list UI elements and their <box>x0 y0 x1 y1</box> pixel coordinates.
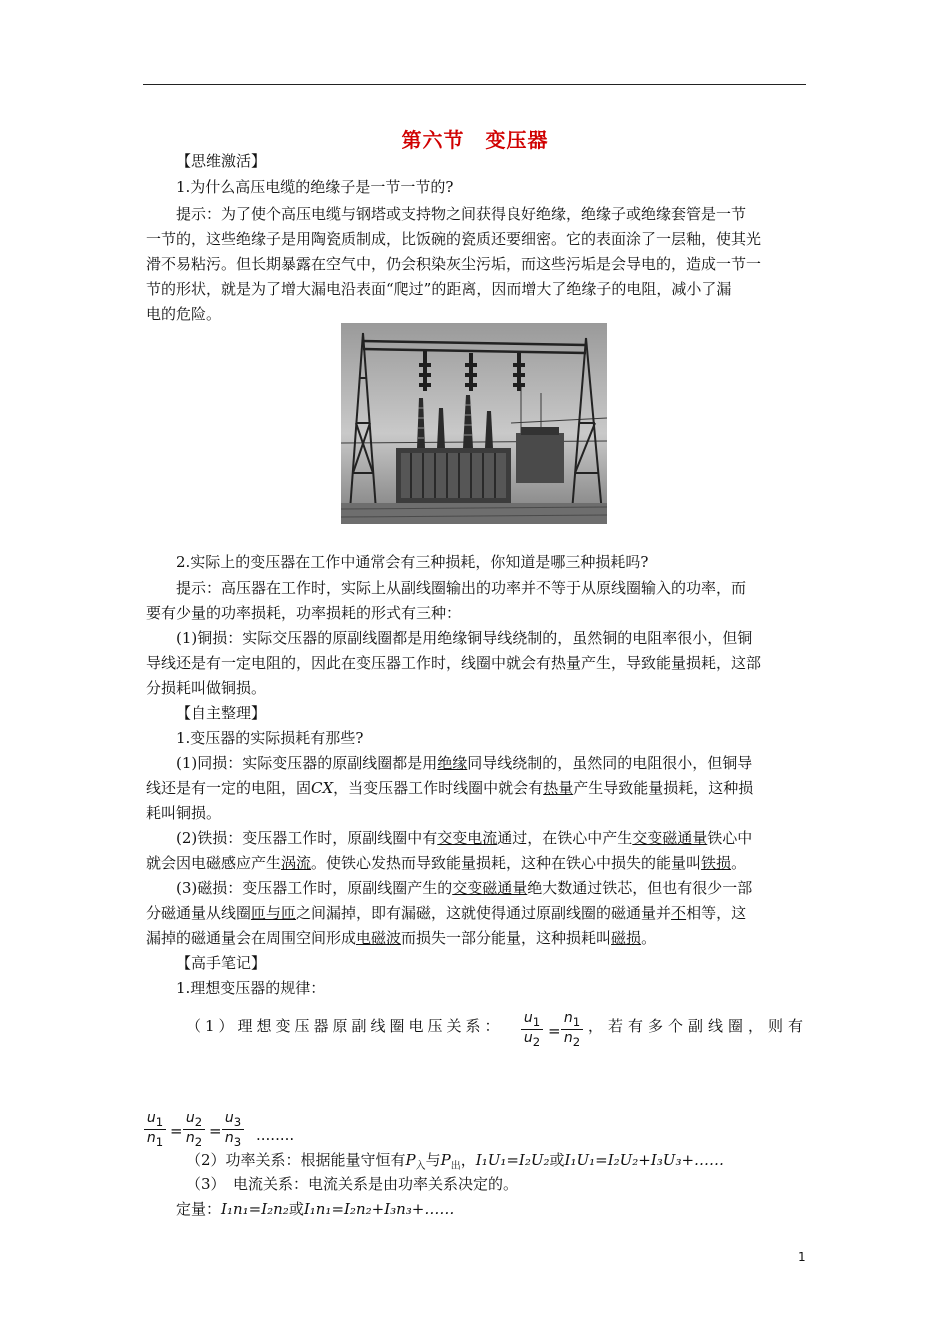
blank-answer: 磁损 <box>611 929 642 947</box>
header-rule <box>143 84 806 85</box>
self-study-question-1: 1.变压器的实际损耗有那些? <box>176 729 364 747</box>
copper-loss-line-3: 分损耗叫做铜损。 <box>146 679 267 697</box>
blank-answer: 交变磁通量 <box>452 879 528 897</box>
copper-loss-fill-line-3: 耗叫铜损。 <box>146 804 222 822</box>
iron-loss-line-1: (2)铁损：变压器工作时，原副线圈中有交变电流通过，在铁心中产生交变磁通量铁心中 <box>176 829 753 847</box>
section-heading-activation: 【思维激活】 <box>176 152 267 170</box>
fraction-u1-u2: $\frac{u_1}{u_2}$ <box>521 1010 543 1049</box>
equals-sign: = <box>209 1122 222 1140</box>
ellipsis: ........ <box>256 1126 295 1144</box>
hint-1-line-1: 提示：为了使个高压电缆与钢塔或支持物之间获得良好绝缘，绝缘子或绝缘套管是一节 <box>176 205 747 223</box>
hint-2-line-1: 提示：高压器在工作时，实际上从副线圈输出的功率并不等于从原线圈输入的功率，而 <box>176 579 747 597</box>
hint-1-line-2: 一节的，这些绝缘子是用陶瓷质制成，比饭碗的瓷质还要细密。它的表面涂了一层釉，使其光 <box>146 230 762 248</box>
fraction-u2-n2: $\frac{u_2}{n_2}$ <box>183 1110 205 1149</box>
fraction-u1-n1: $\frac{u_1}{n_1}$ <box>144 1110 166 1149</box>
blank-answer: 交变磁通量 <box>632 829 708 847</box>
power-relation: （2）功率关系：根据能量守恒有$P_入$与$P_出$，I₁U₁=I₂U₂或I₁U₁=I₂U₂+I₃U₃+…… <box>186 1151 725 1172</box>
page-title: 第六节 变压器 <box>401 128 549 152</box>
transformer-photo <box>341 323 607 524</box>
copper-loss-fill-line-1: (1)同损：实际变压器的原副线圈都是用绝缘同导线绕制的，虽然同的电阻很小，但铜导 <box>176 754 753 772</box>
equals-sign: = <box>170 1122 183 1140</box>
iron-loss-line-2: 就会因电磁感应产生涡流。使铁心发热而导致能量损耗，这种在铁心中损失的能量叫铁损。 <box>146 854 747 872</box>
voltage-relation-text: （1）理想变压器原副线圈电压关系： <box>186 1017 504 1035</box>
copper-loss-fill-line-2: 线还是有一定的电阻，固CX，当变压器工作时线圈中就会有热量产生导致能量损耗，这种损 <box>146 779 754 797</box>
magnetic-loss-line-1: (3)磁损：变压器工作时，原副线圈产生的交变磁通量绝大数通过铁芯，但也有很少一部 <box>176 879 753 897</box>
quantitative-relation: 定量：I₁n₁=I₂n₂或I₁n₁=I₂n₂+I₃n₃+…… <box>176 1200 455 1218</box>
section-heading-expert-notes: 【高手笔记】 <box>176 954 267 972</box>
blank-answer: 匝与匝 <box>251 904 297 922</box>
magnetic-loss-line-3: 漏掉的磁通量会在周围空间形成电磁波而损失一部分能量，这种损耗叫磁损。 <box>146 929 657 947</box>
question-1: 1.为什么高压电缆的绝缘子是一节一节的? <box>176 178 454 196</box>
fraction-u3-n3: $\frac{u_3}{n_3}$ <box>222 1110 244 1149</box>
section-heading-self-study: 【自主整理】 <box>176 704 267 722</box>
hint-1-line-5: 电的危险。 <box>146 305 222 323</box>
blank-answer: 交变电流 <box>437 829 498 847</box>
blank-answer: 热量 <box>543 779 574 797</box>
blank-answer: 铁损 <box>701 854 732 872</box>
copper-loss-line-1: (1)铜损：实际交压器的原副线圈都是用绝缘铜导线绕制的，虽然铜的电阻率很小，但铜 <box>176 629 753 647</box>
fraction-n1-n2: $\frac{n_1}{n_2}$ <box>561 1010 583 1049</box>
copper-loss-line-2: 导线还是有一定电阻的，因此在变压器工作时，线圈中就会有热量产生，导致能量损耗，这部 <box>146 654 762 672</box>
current-relation: （3） 电流关系：电流关系是由功率关系决定的。 <box>186 1175 519 1193</box>
hint-2-line-2: 要有少量的功率损耗，功率损耗的形式有三种： <box>146 604 462 622</box>
ideal-transformer-rules: 1.理想变压器的规律： <box>176 979 326 997</box>
hint-1-line-3: 滑不易粘污。但长期暴露在空气中，仍会积染灰尘污垢，而这些污垢是会导电的，造成一节一 <box>146 255 762 273</box>
hint-1-line-4: 节的形状，就是为了增大漏电沿表面“爬过”的距离，因而增大了绝缘子的电阻，减小了漏 <box>146 280 732 298</box>
question-2: 2.实际上的变压器在工作中通常会有三种损耗，你知道是哪三种损耗吗? <box>176 553 649 571</box>
blank-answer: 不 <box>671 904 687 922</box>
equals-sign: = <box>548 1022 561 1040</box>
page-number: 1 <box>798 1250 806 1264</box>
blank-answer: 涡流 <box>281 854 312 872</box>
multiple-coils-text: ，若有多个副线圈，则有 <box>588 1017 809 1035</box>
blank-answer: 电磁波 <box>356 929 402 947</box>
blank-answer: 绝缘 <box>437 754 468 772</box>
magnetic-loss-line-2: 分磁通量从线圈匝与匝之间漏掉，即有漏磁，这就使得通过原副线圈的磁通量并不相等，这 <box>146 904 747 922</box>
